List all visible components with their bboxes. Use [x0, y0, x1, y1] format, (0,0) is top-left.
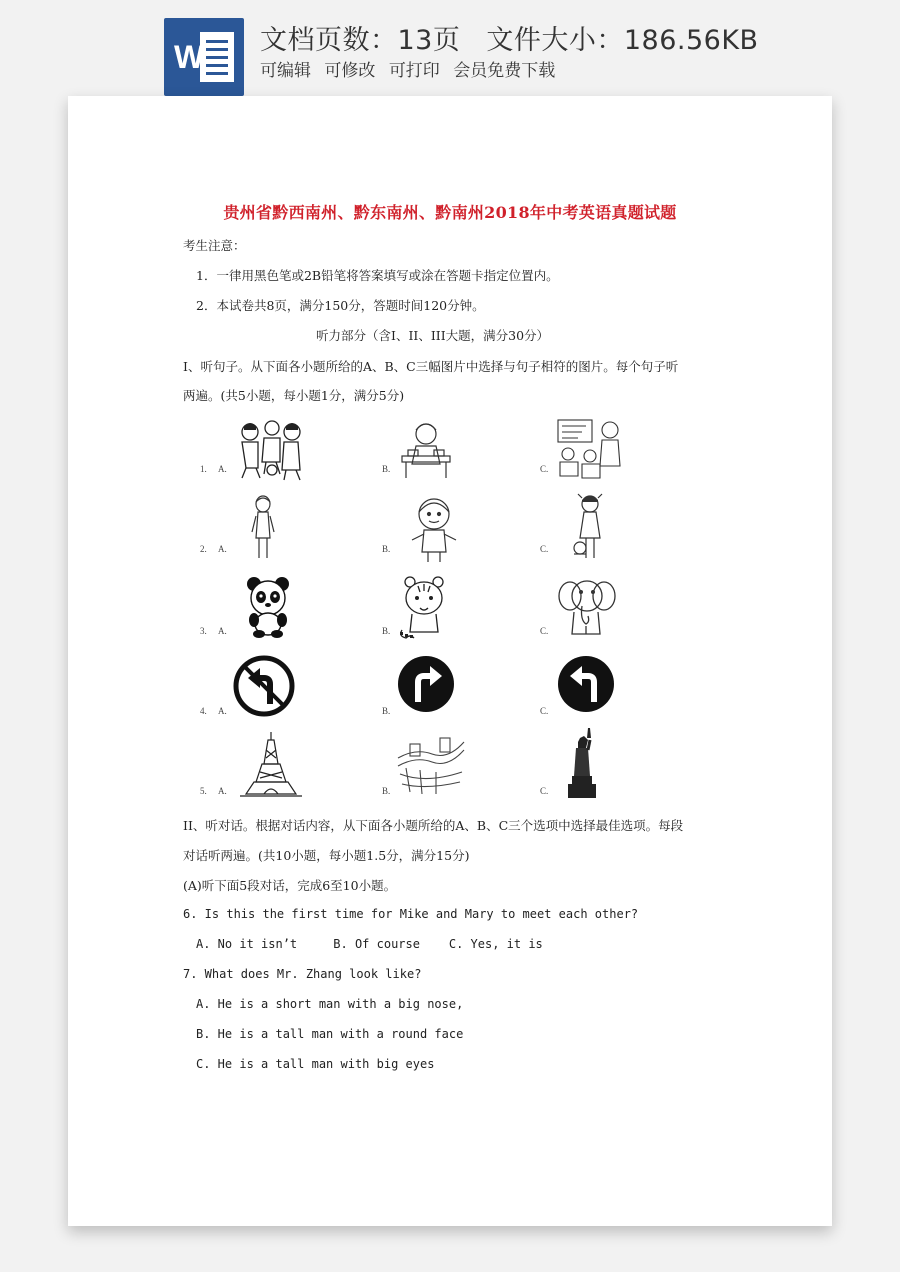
- round-face-girl-picture: [408, 494, 460, 564]
- question-6-options: A. No it isn’t B. Of course C. Yes, it is: [196, 937, 543, 951]
- word-document-icon: [164, 18, 244, 96]
- notice-item-2: 2．本试卷共8页，满分150分，答题时间120分钟。: [196, 298, 485, 313]
- feature-list: [260, 56, 563, 81]
- tiger-picture: [396, 574, 452, 640]
- picture-row-1: 1. A. B. C.: [186, 414, 694, 492]
- document-title: 贵州省黔西南州、黔东南州、黔南州2018年中考英语真题试题: [223, 203, 677, 222]
- question-7-option-a: A. He is a short man with a big nose,: [196, 997, 464, 1011]
- part1-instructions-line1: I、听句子。从下面各小题所给的A、B、C三幅图片中选择与句子相符的图片。每个句子听: [183, 359, 679, 374]
- notice-item-1: 1．一律用黑色笔或2B铅笔将答案填写或涂在答题卡指定位置内。: [196, 268, 559, 283]
- listening-heading: 听力部分（含I、II、III大题，满分30分）: [316, 328, 550, 343]
- download-banner: [0, 0, 900, 96]
- file-meta-title: [260, 18, 759, 57]
- document-page: [68, 96, 832, 1226]
- question-7-option-b: B. He is a tall man with a round face: [196, 1027, 464, 1041]
- feature-printable: 可打印: [388, 61, 440, 81]
- word-logo-letter: W: [174, 39, 205, 75]
- notice-heading: 考生注意：: [183, 238, 246, 253]
- feature-editable: 可编辑: [260, 61, 311, 81]
- part2-section-a: (A)听下面5段对话，完成6至10小题。: [183, 878, 397, 893]
- feature-member-download: 会员免费下载: [453, 61, 556, 81]
- part2-instructions-line1: II、听对话。根据对话内容，从下面各小题所给的A、B、C三个选项中选择最佳选项。每段: [183, 818, 684, 833]
- picture-row-5: 5. A. B. C.: [186, 726, 694, 804]
- panda-picture: [244, 574, 292, 638]
- file-size-text: 文件大小：186.56KB: [486, 25, 759, 56]
- classroom-teacher-picture: [554, 416, 626, 482]
- turn-right-sign: [396, 654, 456, 714]
- part1-instructions-line2: 两遍。(共5小题，每小题1分，满分5分): [183, 388, 405, 403]
- page-count-text: 文档页数：13页: [260, 25, 461, 56]
- question-7: 7. What does Mr. Zhang look like?: [183, 967, 422, 981]
- eiffel-tower-picture: [238, 730, 304, 800]
- picture-question-grid: [186, 414, 694, 804]
- picture-row-3: 3. A. B. C.: [186, 570, 694, 648]
- great-wall-picture: [396, 728, 466, 798]
- picture-row-4: 4. A. B. C.: [186, 648, 694, 726]
- girl-with-dog-picture: [570, 492, 610, 564]
- question-7-option-c: C. He is a tall man with big eyes: [196, 1057, 435, 1071]
- girl-at-desk-picture: [396, 418, 456, 482]
- picture-row-2: 2. A. B. C.: [186, 492, 694, 570]
- no-left-turn-sign: [232, 654, 296, 718]
- part2-instructions-line2: 对话听两遍。(共10小题，每小题1.5分，满分15分): [183, 848, 470, 863]
- thin-girl-picture: [250, 494, 276, 564]
- statue-of-liberty-picture: [564, 726, 600, 800]
- feature-modifiable: 可修改: [324, 61, 376, 81]
- children-playing-picture: [236, 418, 306, 482]
- turn-left-sign: [556, 654, 616, 714]
- elephant-picture: [556, 574, 618, 638]
- question-6: 6. Is this the first time for Mike and Mary to meet each other?: [183, 907, 639, 921]
